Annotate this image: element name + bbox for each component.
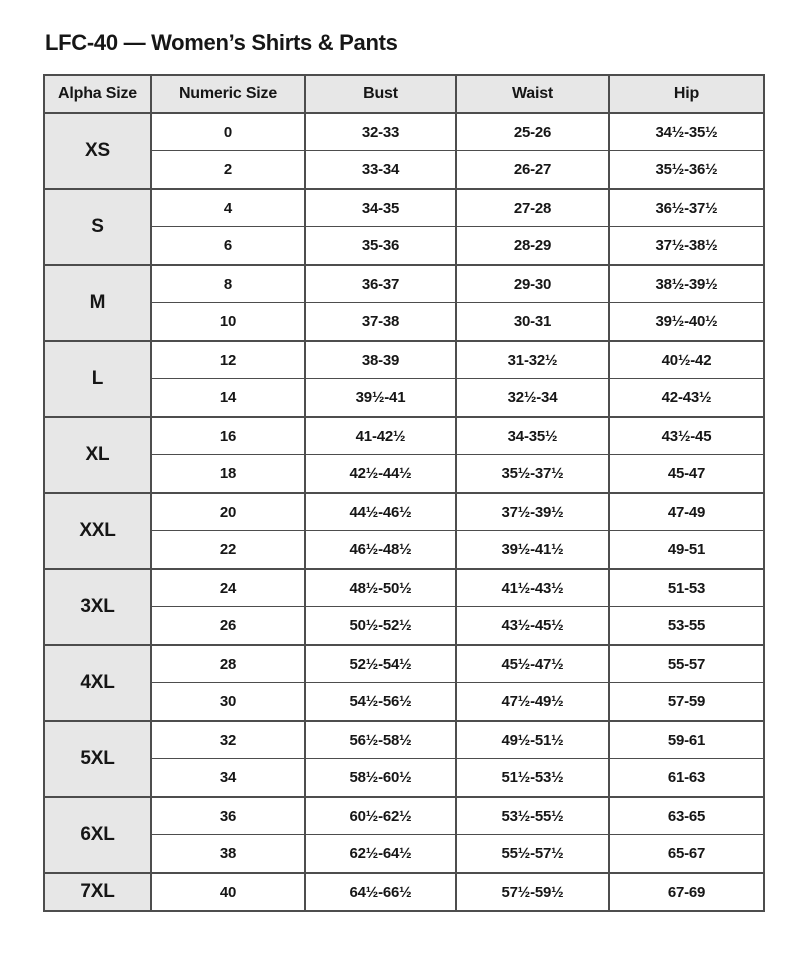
size-row bbox=[45, 150, 763, 188]
bust-cell: 62½-64½ bbox=[306, 834, 457, 872]
size-row bbox=[45, 416, 763, 454]
numeric-size-cell: 40 bbox=[152, 872, 306, 910]
numeric-size-cell: 8 bbox=[152, 264, 306, 302]
size-row bbox=[45, 872, 763, 910]
size-row bbox=[45, 682, 763, 720]
numeric-size-cell: 18 bbox=[152, 454, 306, 492]
bust-cell: 58½-60½ bbox=[306, 758, 457, 796]
bust-cell: 44½-46½ bbox=[306, 492, 457, 530]
bust-cell: 34-35 bbox=[306, 188, 457, 226]
waist-cell: 51½-53½ bbox=[457, 758, 610, 796]
table-header bbox=[45, 76, 763, 112]
numeric-size-cell: 6 bbox=[152, 226, 306, 264]
size-row bbox=[45, 644, 763, 682]
numeric-size-cell: 36 bbox=[152, 796, 306, 834]
bust-cell: 42½-44½ bbox=[306, 454, 457, 492]
bust-cell: 36-37 bbox=[306, 264, 457, 302]
numeric-size-cell: 30 bbox=[152, 682, 306, 720]
size-row bbox=[45, 226, 763, 264]
column-header-waist: Waist bbox=[457, 76, 610, 112]
size-row bbox=[45, 796, 763, 834]
hip-cell: 36½-37½ bbox=[610, 188, 763, 226]
size-row bbox=[45, 112, 763, 150]
hip-cell: 67-69 bbox=[610, 872, 763, 910]
hip-cell: 59-61 bbox=[610, 720, 763, 758]
numeric-size-cell: 16 bbox=[152, 416, 306, 454]
alpha-size-cell: 6XL bbox=[45, 796, 152, 872]
hip-cell: 65-67 bbox=[610, 834, 763, 872]
waist-cell: 55½-57½ bbox=[457, 834, 610, 872]
page-title: LFC-40 — Women’s Shirts & Pants bbox=[45, 30, 398, 55]
alpha-size-cell: XXL bbox=[45, 492, 152, 568]
size-row bbox=[45, 264, 763, 302]
size-row bbox=[45, 720, 763, 758]
table-body bbox=[45, 112, 763, 910]
size-row bbox=[45, 568, 763, 606]
alpha-size-cell: S bbox=[45, 188, 152, 264]
waist-cell: 26-27 bbox=[457, 150, 610, 188]
hip-cell: 47-49 bbox=[610, 492, 763, 530]
waist-cell: 37½-39½ bbox=[457, 492, 610, 530]
bust-cell: 32-33 bbox=[306, 112, 457, 150]
numeric-size-cell: 34 bbox=[152, 758, 306, 796]
numeric-size-cell: 22 bbox=[152, 530, 306, 568]
bust-cell: 56½-58½ bbox=[306, 720, 457, 758]
bust-cell: 52½-54½ bbox=[306, 644, 457, 682]
waist-cell: 49½-51½ bbox=[457, 720, 610, 758]
hip-cell: 45-47 bbox=[610, 454, 763, 492]
size-row bbox=[45, 340, 763, 378]
bust-cell: 64½-66½ bbox=[306, 872, 457, 910]
column-header-numeric-size: Numeric Size bbox=[152, 76, 306, 112]
waist-cell: 57½-59½ bbox=[457, 872, 610, 910]
waist-cell: 34-35½ bbox=[457, 416, 610, 454]
waist-cell: 32½-34 bbox=[457, 378, 610, 416]
alpha-size-cell: 4XL bbox=[45, 644, 152, 720]
size-row bbox=[45, 530, 763, 568]
hip-cell: 61-63 bbox=[610, 758, 763, 796]
numeric-size-cell: 24 bbox=[152, 568, 306, 606]
bust-cell: 48½-50½ bbox=[306, 568, 457, 606]
bust-cell: 37-38 bbox=[306, 302, 457, 340]
bust-cell: 54½-56½ bbox=[306, 682, 457, 720]
waist-cell: 29-30 bbox=[457, 264, 610, 302]
column-header-hip: Hip bbox=[610, 76, 763, 112]
size-row bbox=[45, 758, 763, 796]
bust-cell: 60½-62½ bbox=[306, 796, 457, 834]
size-row bbox=[45, 378, 763, 416]
waist-cell: 31-32½ bbox=[457, 340, 610, 378]
alpha-size-cell: XL bbox=[45, 416, 152, 492]
numeric-size-cell: 32 bbox=[152, 720, 306, 758]
alpha-size-cell: 3XL bbox=[45, 568, 152, 644]
waist-cell: 53½-55½ bbox=[457, 796, 610, 834]
hip-cell: 39½-40½ bbox=[610, 302, 763, 340]
size-row bbox=[45, 302, 763, 340]
hip-cell: 55-57 bbox=[610, 644, 763, 682]
waist-cell: 45½-47½ bbox=[457, 644, 610, 682]
hip-cell: 42-43½ bbox=[610, 378, 763, 416]
waist-cell: 35½-37½ bbox=[457, 454, 610, 492]
numeric-size-cell: 12 bbox=[152, 340, 306, 378]
size-row bbox=[45, 492, 763, 530]
hip-cell: 40½-42 bbox=[610, 340, 763, 378]
numeric-size-cell: 2 bbox=[152, 150, 306, 188]
bust-cell: 46½-48½ bbox=[306, 530, 457, 568]
header-row bbox=[45, 76, 763, 112]
waist-cell: 47½-49½ bbox=[457, 682, 610, 720]
bust-cell: 39½-41 bbox=[306, 378, 457, 416]
alpha-size-cell: 5XL bbox=[45, 720, 152, 796]
bust-cell: 41-42½ bbox=[306, 416, 457, 454]
column-header-alpha-size: Alpha Size bbox=[45, 76, 152, 112]
hip-cell: 38½-39½ bbox=[610, 264, 763, 302]
alpha-size-cell: 7XL bbox=[45, 872, 152, 910]
hip-cell: 34½-35½ bbox=[610, 112, 763, 150]
alpha-size-cell: M bbox=[45, 264, 152, 340]
bust-cell: 50½-52½ bbox=[306, 606, 457, 644]
hip-cell: 49-51 bbox=[610, 530, 763, 568]
numeric-size-cell: 14 bbox=[152, 378, 306, 416]
size-row bbox=[45, 606, 763, 644]
hip-cell: 57-59 bbox=[610, 682, 763, 720]
size-row bbox=[45, 188, 763, 226]
bust-cell: 35-36 bbox=[306, 226, 457, 264]
hip-cell: 43½-45 bbox=[610, 416, 763, 454]
alpha-size-cell: XS bbox=[45, 112, 152, 188]
column-header-bust: Bust bbox=[306, 76, 457, 112]
numeric-size-cell: 0 bbox=[152, 112, 306, 150]
waist-cell: 43½-45½ bbox=[457, 606, 610, 644]
bust-cell: 33-34 bbox=[306, 150, 457, 188]
waist-cell: 41½-43½ bbox=[457, 568, 610, 606]
size-row bbox=[45, 834, 763, 872]
hip-cell: 53-55 bbox=[610, 606, 763, 644]
numeric-size-cell: 10 bbox=[152, 302, 306, 340]
hip-cell: 51-53 bbox=[610, 568, 763, 606]
bust-cell: 38-39 bbox=[306, 340, 457, 378]
hip-cell: 35½-36½ bbox=[610, 150, 763, 188]
waist-cell: 30-31 bbox=[457, 302, 610, 340]
numeric-size-cell: 20 bbox=[152, 492, 306, 530]
hip-cell: 37½-38½ bbox=[610, 226, 763, 264]
waist-cell: 28-29 bbox=[457, 226, 610, 264]
numeric-size-cell: 38 bbox=[152, 834, 306, 872]
numeric-size-cell: 4 bbox=[152, 188, 306, 226]
waist-cell: 39½-41½ bbox=[457, 530, 610, 568]
waist-cell: 25-26 bbox=[457, 112, 610, 150]
numeric-size-cell: 26 bbox=[152, 606, 306, 644]
size-row bbox=[45, 454, 763, 492]
numeric-size-cell: 28 bbox=[152, 644, 306, 682]
waist-cell: 27-28 bbox=[457, 188, 610, 226]
size-chart-table bbox=[43, 74, 765, 912]
hip-cell: 63-65 bbox=[610, 796, 763, 834]
alpha-size-cell: L bbox=[45, 340, 152, 416]
